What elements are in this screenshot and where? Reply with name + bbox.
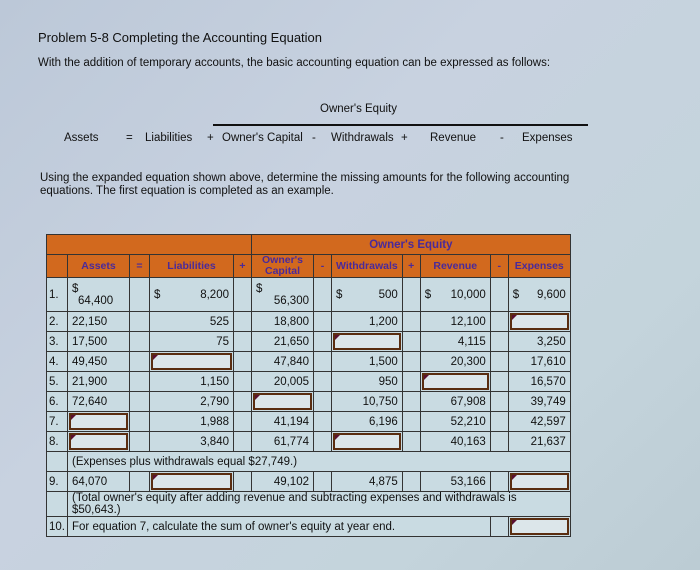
cell-capital [252,412,314,432]
answer-input-liabilities[interactable] [150,472,234,492]
operator-cell [234,472,252,492]
operator-cell [314,412,332,432]
operator-cell [490,332,508,352]
cell-liabilities [150,432,234,452]
cell-value: 3,840 [200,435,229,448]
answer-input-assets[interactable] [68,432,130,452]
equation-equals: = [126,132,133,144]
table-row [47,278,571,312]
table-row-10 [47,517,571,537]
operator-cell [234,352,252,372]
operator-cell [234,278,252,312]
dollar-sign: $ [154,288,161,301]
cell-capital [252,352,314,372]
operator-cell [130,332,150,352]
note-9-line1: (Total owner's equity after adding revenue and subtracting expenses and withdrawals is [72,492,517,504]
cell-value: 75 [216,335,229,348]
answer-input-assets[interactable] [68,412,130,432]
cell-withdrawals [332,412,403,432]
cell-value: 42,597 [530,415,566,428]
cell-value: 47,840 [273,355,309,368]
cell-revenue [420,432,490,452]
answer-input-expenses[interactable] [508,472,570,492]
cell-value: 56,300 [273,294,309,307]
operator-cell [130,432,150,452]
cell-assets [68,392,130,412]
cell-value: 1,500 [368,355,398,368]
row-number: 6. [47,392,68,412]
note-row-9 [47,492,571,517]
row-number: 8. [47,432,68,452]
operator-cell [130,312,150,332]
cell-capital [252,332,314,352]
operator-cell [130,472,150,492]
cell-revenue [420,278,490,312]
operator-cell [490,312,508,332]
equation-expenses: Expenses [522,132,573,144]
cell-revenue [420,352,490,372]
cell-withdrawals [332,352,403,372]
cell-capital [252,372,314,392]
operator-cell [402,372,420,392]
header-plus-2: + [402,255,420,278]
header-spacer [47,235,252,255]
cell-assets [68,278,130,312]
operator-cell [402,412,420,432]
cell-value: 64,400 [78,294,114,307]
cell-expenses [508,332,570,352]
cell-assets [68,472,130,492]
cell-value: 72,640 [72,395,108,408]
cell-liabilities [150,312,234,332]
cell-expenses [508,432,570,452]
operator-cell [130,352,150,372]
cell-withdrawals [332,392,403,412]
operator-cell [490,412,508,432]
instructions-text: Using the expanded equation shown above, determine the missing amounts for the following accounting equations. The first equation is completed as an example. [40,172,570,197]
operator-cell [314,352,332,372]
row-number: 9. [47,472,68,492]
table-row [47,392,571,412]
cell-revenue [420,392,490,412]
row-number: 3. [47,332,68,352]
operator-cell [314,432,332,452]
header-equals: = [130,255,150,278]
owners-equity-bracket-line [213,124,588,126]
dollar-sign: $ [336,288,343,301]
equations-table [46,234,571,537]
dollar-sign: $ [256,282,263,295]
header-withdrawals: Withdrawals [332,255,403,278]
answer-box[interactable] [510,473,569,490]
row-number: 4. [47,352,68,372]
header-owners-equity: Owner's Equity [252,235,571,255]
header-number [47,255,68,278]
intro-text: With the addition of temporary accounts, the basic accounting equation can be expressed as follows: [38,57,551,69]
operator-cell [402,312,420,332]
equation-assets: Assets [64,132,99,144]
row-number: 1. [47,278,68,312]
equation-withdrawals: Withdrawals [331,132,394,144]
row-number: 10. [47,517,68,537]
cell-value: 49,102 [273,475,309,488]
cell-value: 10,000 [450,288,486,301]
operator-cell [314,312,332,332]
cell-value: 17,500 [72,335,108,348]
note-9-line2: $50,643.) [72,504,121,516]
cell-value: 16,570 [530,375,566,388]
cell-value: 6,196 [368,415,398,428]
operator-cell [402,332,420,352]
cell-value: 41,194 [273,415,309,428]
cell-value: 21,650 [273,335,309,348]
cell-expenses [508,392,570,412]
equation-plus-2: + [401,132,408,144]
equation-revenue: Revenue [430,132,477,144]
equation-plus-1: + [207,132,214,144]
cell-liabilities [150,392,234,412]
operator-cell [234,332,252,352]
cell-value: 61,774 [273,435,309,448]
operator-cell [402,472,420,492]
cell-value: 20,300 [450,355,486,368]
operator-cell [490,432,508,452]
cell-value: 49,450 [72,355,108,368]
answer-input-expenses[interactable] [508,312,570,332]
table-row [47,432,571,452]
row-number [47,492,68,517]
dollar-sign: $ [512,288,520,301]
cell-withdrawals [332,278,403,312]
table-row [47,372,571,392]
operator-cell [490,372,508,392]
answer-input-owners-equity-total[interactable] [508,517,570,537]
cell-value: 1,150 [200,375,229,388]
equation-owners-equity: Owner's Equity [320,103,397,115]
cell-value: 52,210 [450,415,486,428]
operator-cell [314,372,332,392]
cell-capital [252,312,314,332]
cell-withdrawals [332,472,403,492]
cell-revenue [420,332,490,352]
operator-cell [234,432,252,452]
problem-title: Problem 5-8 Completing the Accounting Equation [38,30,323,45]
answer-box[interactable] [151,473,232,490]
header-expenses: Expenses [508,255,570,278]
operator-cell [490,517,508,537]
cell-capital [252,278,314,312]
row-number: 5. [47,372,68,392]
answer-input-capital[interactable] [252,392,314,412]
row-number [47,452,68,472]
operator-cell [490,392,508,412]
cell-liabilities [150,372,234,392]
header-minus-1: - [314,255,332,278]
header-plus-1: + [234,255,252,278]
cell-value: 1,200 [368,315,398,328]
operator-cell [490,472,508,492]
operator-cell [402,392,420,412]
row-10-text: For equation 7, calculate the sum of owner's equity at year end. [68,517,491,537]
answer-box[interactable] [333,433,401,450]
answer-box[interactable] [69,413,128,430]
cell-value: 950 [378,375,398,388]
cell-assets [68,352,130,372]
equation-owners-capital: Owner's Capital [222,132,303,144]
answer-box[interactable] [69,433,128,450]
table-row [47,412,571,432]
answer-box[interactable] [422,373,489,390]
operator-cell [234,372,252,392]
cell-value: 22,150 [72,315,108,328]
cell-revenue [420,312,490,332]
cell-value: 10,750 [362,395,398,408]
row-number: 2. [47,312,68,332]
cell-value: 17,610 [530,355,566,368]
operator-cell [234,392,252,412]
cell-value: 64,070 [72,475,108,488]
cell-value: 39,749 [530,395,566,408]
cell-assets [68,332,130,352]
cell-value: 4,875 [368,475,398,488]
cell-withdrawals [332,372,403,392]
header-assets: Assets [68,255,130,278]
cell-value: 4,115 [457,335,486,348]
cell-assets [68,312,130,332]
cell-expenses [508,352,570,372]
operator-cell [490,278,508,312]
cell-revenue [420,412,490,432]
answer-input-liabilities[interactable] [150,352,234,372]
operator-cell [402,352,420,372]
answer-box[interactable] [333,333,401,350]
operator-cell [314,278,332,312]
operator-cell [130,278,150,312]
answer-input-revenue[interactable] [420,372,490,392]
cell-value: 21,637 [530,435,566,448]
operator-cell [314,472,332,492]
operator-cell [402,432,420,452]
cell-liabilities [150,278,234,312]
dollar-sign: $ [424,288,432,301]
header-capital-line1: Owner's [261,254,303,266]
cell-value: 9,600 [536,288,566,301]
cell-value: 1,988 [200,415,229,428]
cell-capital [252,432,314,452]
cell-value: 8,200 [200,288,229,301]
header-minus-2: - [490,255,508,278]
answer-box[interactable] [253,393,312,410]
answer-box[interactable] [510,518,569,535]
table-row [47,312,571,332]
answer-input-withdrawals[interactable] [332,332,403,352]
answer-box[interactable] [510,313,569,330]
answer-box[interactable] [151,353,232,370]
operator-cell [234,412,252,432]
cell-liabilities [150,332,234,352]
cell-value: 500 [378,288,398,301]
operator-cell [130,412,150,432]
cell-expenses [508,372,570,392]
header-owners-capital [252,255,314,278]
note-9-text [68,492,571,517]
note-row-8 [47,452,571,472]
operator-cell [402,278,420,312]
cell-capital [252,472,314,492]
cell-value: 40,163 [450,435,486,448]
equation-minus-2: - [500,132,504,144]
answer-input-withdrawals[interactable] [332,432,403,452]
table-row [47,332,571,352]
cell-liabilities [150,412,234,432]
cell-assets [68,372,130,392]
cell-expenses [508,412,570,432]
header-revenue: Revenue [420,255,490,278]
cell-value: 18,800 [273,315,309,328]
cell-value: 12,100 [450,315,486,328]
equation-minus-1: - [312,132,316,144]
operator-cell [314,332,332,352]
table-row [47,472,571,492]
operator-cell [234,312,252,332]
table-row [47,352,571,372]
operator-cell [130,392,150,412]
cell-value: 20,005 [273,375,309,388]
cell-value: 2,790 [200,395,229,408]
cell-revenue [420,472,490,492]
cell-value: 53,166 [450,475,486,488]
cell-value: 67,908 [450,395,486,408]
cell-withdrawals [332,312,403,332]
cell-value: 3,250 [536,335,566,348]
operator-cell [314,392,332,412]
note-8-text: (Expenses plus withdrawals equal $27,749.) [68,452,571,472]
operator-cell [490,352,508,372]
equation-liabilities: Liabilities [145,132,193,144]
operator-cell [130,372,150,392]
header-liabilities: Liabilities [150,255,234,278]
cell-expenses [508,278,570,312]
cell-value: 21,900 [72,375,108,388]
dollar-sign: $ [72,282,79,295]
cell-value: 525 [209,315,229,328]
row-number: 7. [47,412,68,432]
header-capital-line2: Capital [264,265,300,277]
